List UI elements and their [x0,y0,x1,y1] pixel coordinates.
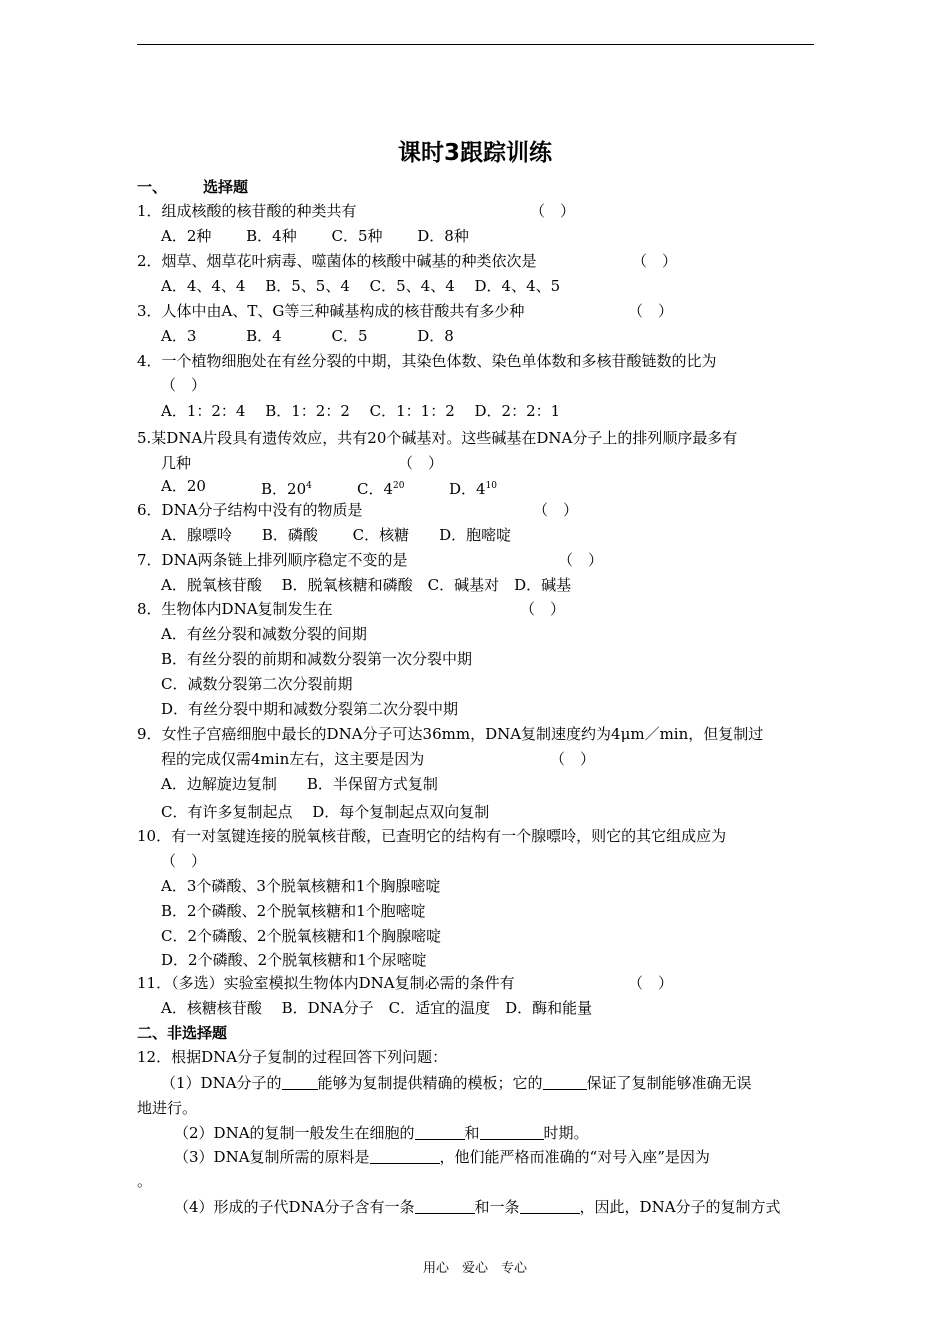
q10-option-c: C．2个磷酸、2个脱氧核糖和1个胸腺嘧啶 [161,927,442,945]
q9-options-cd: C．有许多复制起点 D．每个复制起点双向复制 [161,803,490,821]
q4-answer-paren: （ ） [161,376,207,394]
q12-blank-2[interactable] [543,1073,587,1090]
q9-stem: 9．女性子宫癌细胞中最长的DNA分子可达36mm，DNA复制速度约为4μm／min，但复制过 [137,725,764,743]
q12-stem: 12．根据DNA分子复制的过程回答下列问题： [137,1048,448,1066]
q7-options: A．脱氧核苷酸 B．脱氧核糖和磷酸 C．碱基对 D．碱基 [161,576,572,594]
header-rule [137,44,814,45]
q12-blank-4[interactable] [480,1123,544,1140]
section-1-number: 一、 [137,178,168,196]
q2-options: A．4、4、4 B．5、5、4 C．5、4、4 D．4、4、5 [161,277,561,295]
q8-option-b: B．有丝分裂的前期和减数分裂第一次分裂中期 [161,650,473,668]
section-1-heading [137,177,248,197]
q3-options: A．3 B．4 C．5 D．8 [161,327,454,345]
q8-option-c: C．减数分裂第二次分裂前期 [161,675,353,693]
q5-option-c: C．$4^{20}$ [357,480,405,498]
q9-answer-paren: （ ） [550,750,596,768]
q7-answer-paren: （ ） [558,551,604,569]
q1-answer-paren: （ ） [530,202,576,220]
q10-option-a: A．3个磷酸、3个脱氧核糖和1个胸腺嘧啶 [161,877,441,895]
q10-option-b: B．2个磷酸、2个脱氧核糖和1个胞嘧啶 [161,902,426,920]
q12-blank-1[interactable] [282,1073,318,1090]
q6-answer-paren: （ ） [533,501,579,519]
q12-part2: （2）DNA的复制一般发生在细胞的 和 时期。 [174,1124,589,1142]
q5-option-a: A．20 [161,477,206,495]
q1-options: A．2种 B．4种 C．5种 D．8种 [161,227,469,245]
q9-options-ab: A．边解旋边复制 B．半保留方式复制 [161,775,438,793]
q10-option-d: D．2个磷酸、2个脱氧核糖和1个尿嘧啶 [161,951,427,969]
q5-stem: 5.某DNA片段具有遗传效应，共有20个碱基对。这些碱基在DNA分子上的排列顺序最多有 [137,429,738,447]
q6-options: A．腺嘌呤 B．磷酸 C．核糖 D．胞嘧啶 [161,526,512,544]
q2-answer-paren: （ ） [632,252,678,270]
q5-answer-paren: （ ） [398,454,444,472]
q12-part3: （3）DNA复制所需的原料是 ，他们能严格而准确的“对号入座”是因为 [174,1148,710,1166]
q12-part3-cont: 。 [137,1172,153,1190]
q4-options: A．1：2：4 B．1：2：2 C．1：1：2 D．2：2：1 [161,402,561,420]
q3-stem: 3．人体中由A、T、G等三种碱基构成的核苷酸共有多少种 [137,302,525,320]
q12-blank-5[interactable] [370,1147,440,1164]
q8-stem: 8．生物体内DNA复制发生在 [137,600,333,618]
q8-option-a: A．有丝分裂和减数分裂的间期 [161,625,367,643]
q11-answer-paren: （ ） [628,974,674,992]
q12-blank-6[interactable] [415,1197,475,1214]
q5-option-b: B．$20^4$ [261,480,312,498]
page-title: 课时3跟踪训练 [397,140,552,166]
q11-stem: 11．（多选）实验室模拟生物体内DNA复制必需的条件有 [137,974,515,992]
section-2-heading: 二、非选择题 [137,1024,228,1042]
q6-stem: 6．DNA分子结构中没有的物质是 [137,501,363,519]
q1-stem: 1．组成核酸的核苷酸的种类共有 [137,202,357,220]
q9-stem-cont: 程的完成仅需4min左右，这主要是因为 [161,750,425,768]
q8-answer-paren: （ ） [520,600,566,618]
q8-option-d: D．有丝分裂中期和减数分裂第二次分裂中期 [161,700,459,718]
q5-stem-cont: 几种 [161,454,192,472]
page-footer: 用心 爱心 专心 [422,1261,527,1276]
q3-answer-paren: （ ） [628,302,674,320]
q12-part4: （4）形成的子代DNA分子含有一条 和一条 ，因此，DNA分子的复制方式 [174,1198,781,1216]
q12-blank-7[interactable] [520,1197,580,1214]
q7-stem: 7．DNA两条链上排列顺序稳定不变的是 [137,551,408,569]
q10-stem: 10．有一对氢键连接的脱氧核苷酸，已查明它的结构有一个腺嘌呤，则它的其它组成应为 [137,827,727,845]
q12-blank-3[interactable] [415,1123,465,1140]
q4-stem: 4．一个植物细胞处在有丝分裂的中期，其染色体数、染色单体数和多核苷酸链数的比为 [137,352,717,370]
q12-part1-cont: 地进行。 [137,1099,198,1117]
q2-stem: 2．烟草、烟草花叶病毒、噬菌体的核酸中碱基的种类依次是 [137,252,537,270]
q11-options: A．核糖核苷酸 B．DNA分子 C．适宜的温度 D．酶和能量 [161,999,593,1017]
section-1-label: 选择题 [203,178,249,196]
q10-answer-paren: （ ） [161,852,207,870]
q12-part1: （1）DNA分子的 能够为复制提供精确的模板；它的 保证了复制能够准确无误 [161,1074,752,1092]
q5-option-d: D．$4^{10}$ [449,480,498,498]
